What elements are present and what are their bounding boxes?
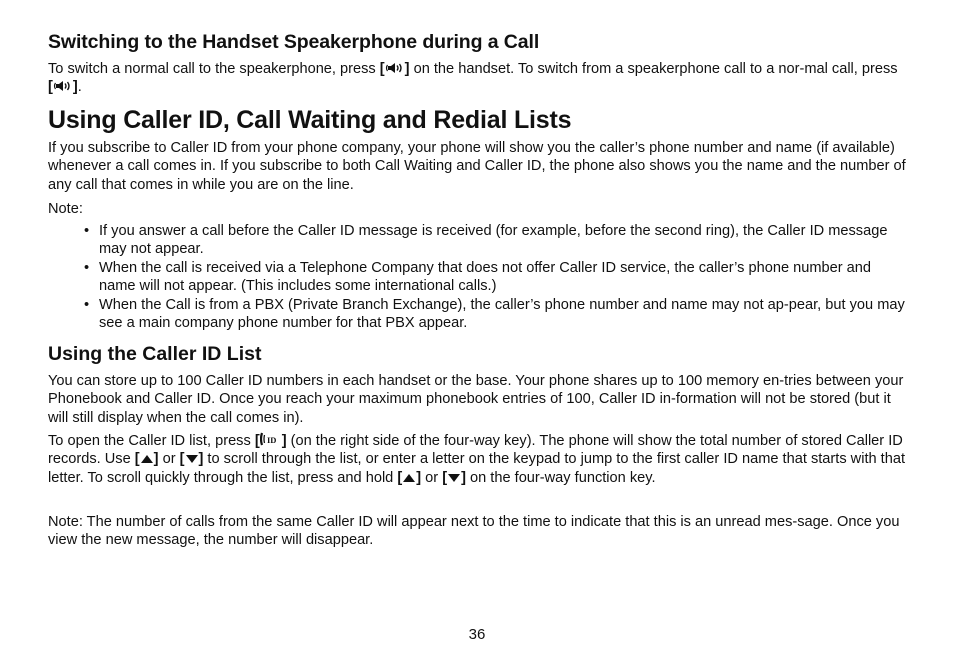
- speaker-key: [ ]: [379, 61, 410, 77]
- list-item: • If you answer a call before the Caller ID message is received (for example, before the second ring), the Caller ID message may not appear.: [48, 222, 910, 259]
- down-key-2: [ ]: [442, 469, 466, 486]
- open-text-e: or: [421, 469, 443, 486]
- speakerphone-paragraph: [48, 60, 910, 97]
- speakerphone-heading: Switching to the Handset Speakerphone during a Call: [48, 31, 540, 53]
- down-key: [ ]: [179, 451, 204, 468]
- caller-id-open-paragraph: [48, 432, 910, 487]
- speaker-key-2: [ ]: [48, 79, 78, 96]
- open-text-c: or: [158, 451, 180, 468]
- caller-id-list-heading: Using the Caller ID List: [48, 343, 262, 365]
- note-bullet-list: [48, 222, 910, 332]
- svg-text:ID: ID: [266, 435, 277, 445]
- list-item: • When the Call is from a PBX (Private Branch Exchange), the caller’s phone number and name may not ap-pear, but you may see a main company phone number for that PBX appear.: [48, 296, 910, 333]
- open-text-f: on the four-way function key.: [465, 469, 656, 486]
- speakerphone-text-a: To switch a normal call to the speakerphone, press: [48, 61, 380, 77]
- up-key-2: [ ]: [397, 469, 422, 486]
- up-arrow-icon: [140, 453, 154, 464]
- caller-id-intro: If you subscribe to Caller ID from your phone company, your phone will show you the caller’s phone number and name (if available) whenever a call comes in. If you subscribe to both Call Waiting and Caller ID, the phone also shows you the name and the number of any call that comes in while you are on the line.: [48, 140, 906, 193]
- open-text-a: To open the Caller ID list, press: [48, 433, 255, 449]
- note-label: Note:: [48, 201, 83, 217]
- unread-note-paragraph: Note: The number of calls from the same Caller ID will appear next to the time to indicate that this is an unread mes-sage. Once you view the new message, the number will disappear.: [48, 514, 900, 549]
- up-key: [ ]: [134, 451, 159, 468]
- page-number: 36: [468, 626, 486, 643]
- caller-id-key: [ ID ]: [254, 433, 287, 449]
- caller-id-icon: [260, 432, 282, 446]
- down-arrow-icon: [185, 453, 199, 464]
- speakerphone-text-c: .: [77, 79, 82, 96]
- list-item: • When the call is received via a Telephone Company that does not offer Caller ID service, the caller’s phone number and name will not appear. (This includes some international calls.): [48, 259, 910, 296]
- up-arrow-icon: [402, 472, 416, 483]
- down-arrow-icon: [447, 472, 461, 483]
- open-text-d: to scroll through the list, or enter a letter on the keypad to jump to the first caller ID name that starts with that letter. To scroll quickly through the list, press and hold: [48, 451, 906, 486]
- speakerphone-text-b: on the handset. To switch from a speakerphone call to a nor-mal call, press: [409, 61, 898, 77]
- caller-id-main-heading: Using Caller ID, Call Waiting and Redial Lists: [48, 106, 572, 134]
- caller-id-storage-paragraph: You can store up to 100 Caller ID numbers in each handset or the base. Your phone shares up to 100 memory en-tries between your Phonebook and Caller ID. Once you reach your maximum phonebook entries of 100, Caller ID in-formation will not be stored (but it will still display when the call comes in).: [48, 373, 904, 426]
- speaker-icon: [53, 80, 73, 92]
- open-text-b: (on the right side of the four-way key). The phone will show the total number of stored Caller ID records. Use: [48, 433, 903, 468]
- speaker-icon: [385, 62, 405, 74]
